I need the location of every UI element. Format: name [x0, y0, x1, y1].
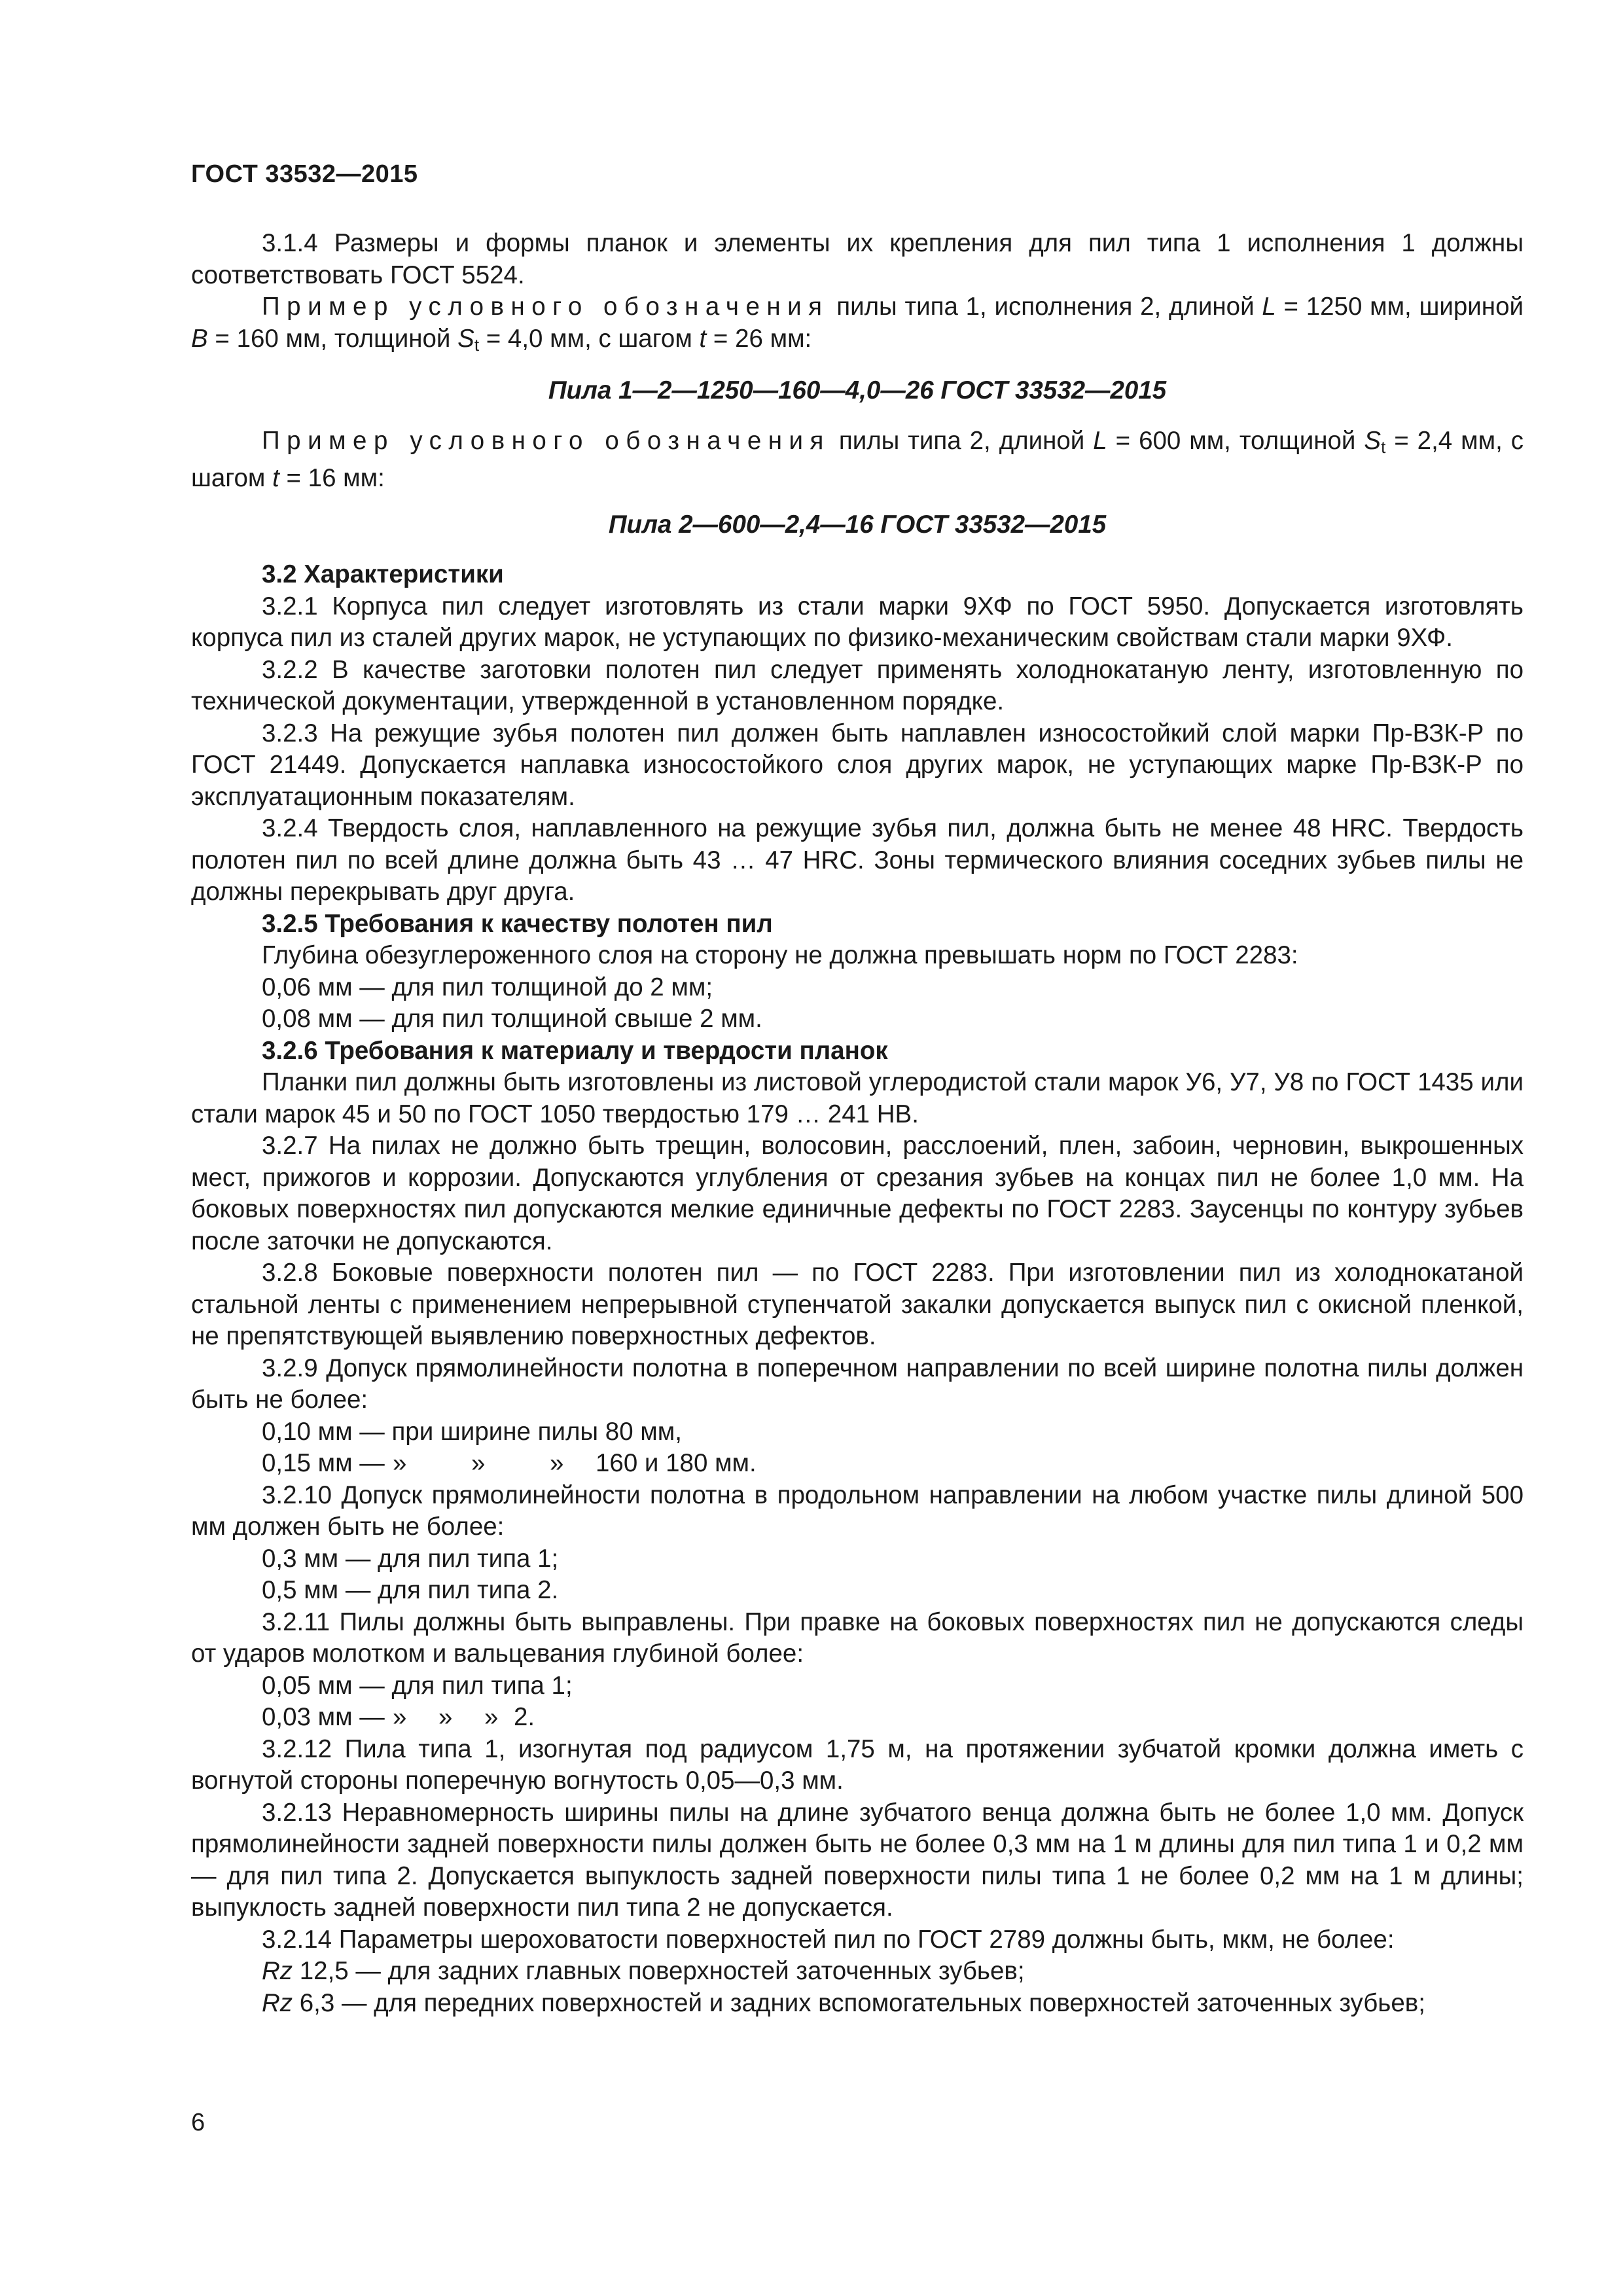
list-item-text: 12,5 — для задних главных поверхностей заточенных зубьев;	[293, 1957, 1025, 1985]
list-item: 0,06 мм — для пил толщиной до 2 мм;	[262, 973, 713, 1001]
example-1-text	[191, 291, 1524, 361]
example-2-label: Пример условного обозначения	[262, 426, 830, 455]
ditto-value: 0,03 мм —	[262, 1703, 385, 1731]
paragraph-3-2-4: 3.2.4 Твердость слоя, наплавленного на режущие зубья пил, должна быть не менее 48 HRC. Твердость полотен пил по всей длине должна быть 43 … 47 HRC. Зоны термического влияния соседних зубьев пилы не должны перекрывать друг друга.	[191, 814, 1524, 906]
page-number: 6	[191, 2109, 205, 2136]
ditto-value: 0,15 мм —	[262, 1449, 385, 1477]
symbol-rz: Rz	[262, 1957, 293, 1985]
paragraph-3-2-5-intro: Глубина обезуглероженного слоя на сторону не должна превышать норм по ГОСТ 2283:	[262, 941, 1298, 969]
document-header: ГОСТ 33532—2015	[191, 160, 418, 188]
example-1-part: = 26 мм:	[706, 324, 812, 353]
ditto-mark: »	[484, 1703, 499, 1731]
ditto-mark: »	[393, 1449, 407, 1477]
example-2-designation: Пила 2—600—2,4—16 ГОСТ 33532—2015	[608, 510, 1107, 539]
ditto-value: 160 и 180 мм.	[596, 1449, 757, 1477]
section-heading-3-2: 3.2 Характеристики	[262, 560, 504, 588]
ditto-mark: »	[393, 1703, 407, 1731]
paragraph-3-2-12: 3.2.12 Пила типа 1, изогнутая под радиусом 1,75 м, на протяжении зубчатой кромки должна иметь с вогнутой стороны поперечную вогнутость 0,05—0,3 мм.	[191, 1734, 1524, 1795]
paragraph-3-1-4: 3.1.4 Размеры и формы планок и элементы их крепления для пил типа 1 исполнения 1 должны соответствовать ГОСТ 5524.	[191, 229, 1524, 289]
example-2-part: = 600 мм, толщиной	[1107, 426, 1364, 455]
list-item	[191, 1988, 1524, 2020]
example-1-part: = 160 мм, толщиной	[207, 324, 458, 353]
paragraph-3-2-14: 3.2.14 Параметры шероховатости поверхностей пил по ГОСТ 2789 должны быть, мкм, не более:	[262, 1925, 1395, 1954]
list-item: 0,3 мм — для пил типа 1;	[262, 1544, 559, 1573]
symbol-B: B	[191, 324, 208, 353]
document-body	[191, 228, 1524, 2019]
paragraph-3-2-2: 3.2.2 В качестве заготовки полотен пил следует применять холоднокатаную ленту, изготовленную по технической документации, утвержденной в установленном порядке.	[191, 655, 1524, 715]
list-item: 0,10 мм — при ширине пилы 80 мм,	[262, 1417, 682, 1446]
ditto-value: 2.	[514, 1703, 535, 1731]
example-2-part: пилы типа 2, длиной	[830, 426, 1094, 455]
paragraph-3-2-9: 3.2.9 Допуск прямолинейности полотна в поперечном направлении по всей ширине полотна пилы должен быть не более:	[191, 1354, 1524, 1414]
symbol-t: t	[272, 464, 279, 492]
list-item: 0,5 мм — для пил типа 2.	[262, 1576, 559, 1604]
example-2-part: = 16 мм:	[279, 464, 385, 492]
example-1-part: пилы типа 1, исполнения 2, длиной	[829, 293, 1262, 321]
example-2-part: = 2,4 мм, с шагом	[191, 426, 1524, 492]
list-item: 0,05 мм — для пил типа 1;	[262, 1671, 573, 1700]
symbol-S: S	[457, 324, 474, 353]
list-item	[191, 1702, 1524, 1734]
ditto-mark: »	[471, 1449, 486, 1477]
example-1-designation: Пила 1—2—1250—160—4,0—26 ГОСТ 33532—2015	[548, 376, 1167, 404]
paragraph-3-2-1: 3.2.1 Корпуса пил следует изготовлять из стали марки 9ХФ по ГОСТ 5950. Допускается изготовлять корпуса пил из сталей других марок, не уступающих по физико-механическим свойствам стали марки 9ХФ.	[191, 592, 1524, 652]
paragraph-3-2-3: 3.2.3 На режущие зубья полотен пил должен быть наплавлен износостойкий слой марки Пр-ВЗК-Р по ГОСТ 21449. Допускается наплавка износостойкого слоя других марок, не уступающих марке Пр-ВЗК-Р по эксплуатационным показателям.	[191, 719, 1524, 811]
example-1-label: Пример условного обозначения	[262, 293, 829, 321]
list-item	[191, 1448, 1524, 1480]
symbol-subscript: t	[1381, 437, 1386, 457]
symbol-L: L	[1093, 426, 1107, 455]
list-item	[191, 1956, 1524, 1988]
ditto-mark: »	[438, 1703, 453, 1731]
list-item: 0,08 мм — для пил толщиной свыше 2 мм.	[262, 1005, 762, 1033]
example-2-text	[191, 425, 1524, 495]
paragraph-3-2-7: 3.2.7 На пилах не должно быть трещин, волосовин, расслоений, плен, забоин, черновин, выкрошенных мест, прижогов и коррозии. Допускаются углубления от срезания зубьев на концах пил не более 1,0 мм. На боковых поверхностях пил допускаются мелкие единичные дефекты по ГОСТ 2283. Заусенцы по контуру зубьев после заточки не допускаются.	[191, 1132, 1524, 1255]
example-1-part: = 4,0 мм, с шагом	[479, 324, 700, 353]
symbol-L: L	[1262, 293, 1276, 321]
paragraph-3-2-8: 3.2.8 Боковые поверхности полотен пил — по ГОСТ 2283. При изготовлении пил из холоднокатаной стальной ленты с применением непрерывной ступенчатой закалки допускается выпуск пил с окисной пленкой, не препятствующей выявлению поверхностных дефектов.	[191, 1259, 1524, 1350]
symbol-t: t	[699, 324, 707, 353]
symbol-subscript: t	[474, 334, 480, 355]
list-item-text: 6,3 — для передних поверхностей и задних вспомогательных поверхностей заточенных зубьев;	[293, 1988, 1425, 2017]
paragraph-3-2-6: Планки пил должны быть изготовлены из листовой углеродистой стали марок У6, У7, У8 по ГОСТ 1435 или стали марок 45 и 50 по ГОСТ 1050 твердостью 179 … 241 НВ.	[191, 1068, 1524, 1128]
example-1-part: = 1250 мм, шириной	[1275, 293, 1524, 321]
symbol-rz: Rz	[262, 1988, 293, 2017]
heading-3-2-6: 3.2.6 Требования к материалу и твердости планок	[262, 1036, 888, 1065]
paragraph-3-2-13: 3.2.13 Неравномерность ширины пилы на длине зубчатого венца должна быть не более 1,0 мм. Допуск прямолинейности задней поверхности пилы должен быть не более 0,3 мм на 1 м длины для пил типа 1 и 0,2 мм — для пил типа 2. Допускается выпуклость задней поверхности пилы типа 1 не более 0,2 мм на 1 м длины; выпуклость задней поверхности пил типа 2 не допускается.	[191, 1798, 1524, 1922]
ditto-mark: »	[550, 1449, 564, 1477]
paragraph-3-2-11: 3.2.11 Пилы должны быть выправлены. При правке на боковых поверхностях пил не допускаются следы от ударов молотком и вальцевания глубиной более:	[191, 1607, 1524, 1668]
symbol-S: S	[1364, 426, 1382, 455]
paragraph-3-2-10: 3.2.10 Допуск прямолинейности полотна в продольном направлении на любом участке пилы длиной 500 мм должен быть не более:	[191, 1480, 1524, 1541]
heading-3-2-5: 3.2.5 Требования к качеству полотен пил	[262, 909, 773, 938]
